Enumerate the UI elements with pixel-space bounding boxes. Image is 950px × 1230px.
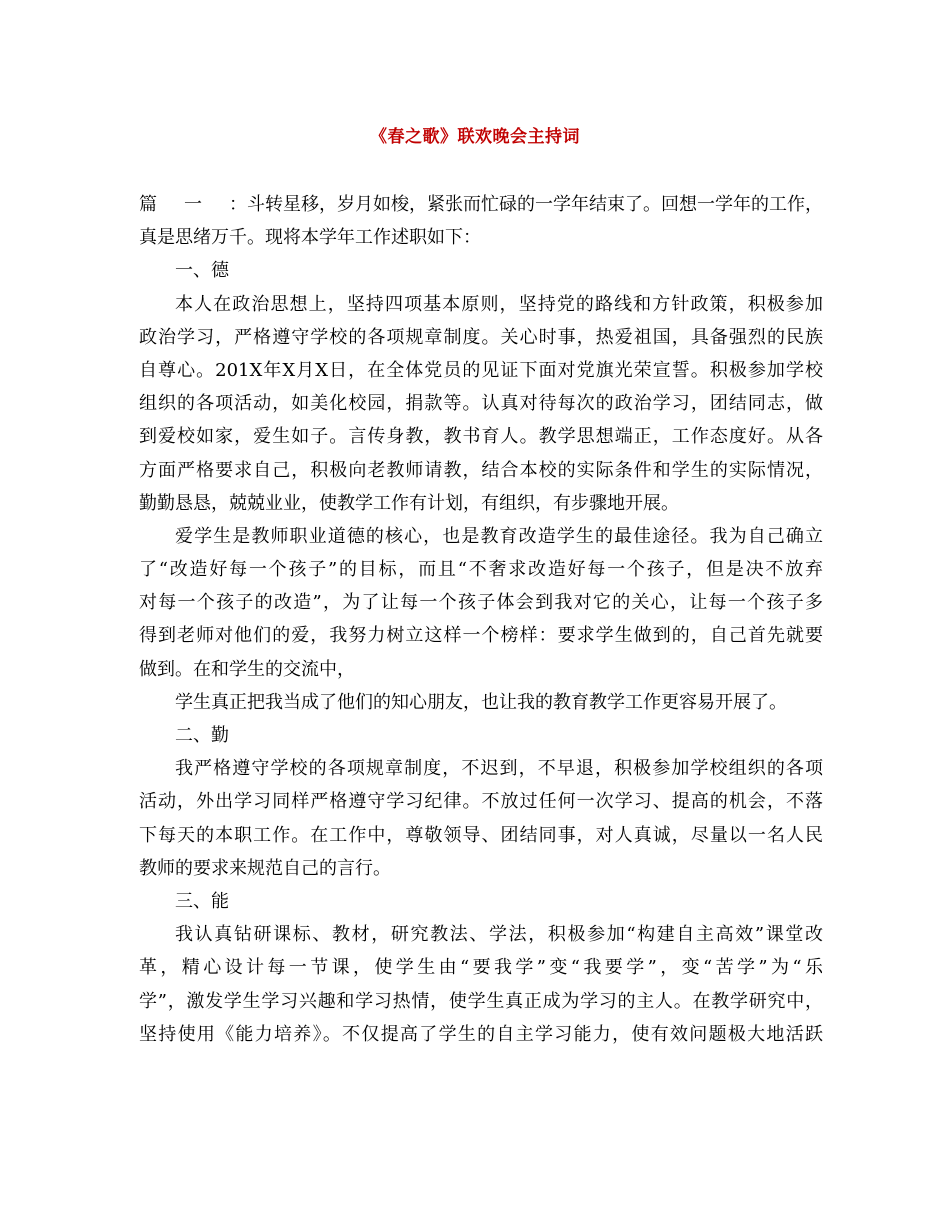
- section-heading: 一、德: [175, 260, 229, 282]
- paragraph-line: 爱学生是教师职业道德的核心，也是教育改造学生的最佳途径。我为自己确立: [175, 525, 823, 547]
- paragraph-line: 方面严格要求自己，积极向老教师请教，结合本校的实际条件和学生的实际情况，: [139, 459, 823, 481]
- paragraph-line: 教师的要求来规范自己的言行。: [139, 857, 391, 879]
- paragraph-line: 下每天的本职工作。在工作中，尊敬领导、团结同事，对人真诚，尽量以一名人民: [139, 824, 823, 846]
- paragraph-line: 自尊心。201X年X月X日，在全体党员的见证下面对党旗光荣宣誓。积极参加学校: [139, 359, 823, 381]
- paragraph-line: 坚持使用《能力培养》。不仅提高了学生的自主学习能力，使有效问题极大地活跃: [139, 1023, 823, 1045]
- paragraph-line: 学生真正把我当成了他们的知心朋友，也让我的教育教学工作更容易开展了。: [175, 691, 787, 713]
- paragraph-line: 对每一个孩子的改造”，为了让每一个孩子体会到我对它的关心，让每一个孩子多: [139, 592, 823, 614]
- paragraph-line: 本人在政治思想上，坚持四项基本原则，坚持党的路线和方针政策，积极参加: [175, 293, 823, 315]
- paragraph-line: 了“改造好每一个孩子”的目标，而且“不奢求改造好每一个孩子，但是决不放弃: [139, 559, 823, 581]
- section-label: 篇一：: [139, 194, 247, 215]
- document-body: [139, 188, 823, 1051]
- paragraph-line: 到爱校如家，爱生如子。言传身教，教书育人。教学思想端正，工作态度好。从各: [139, 426, 823, 448]
- document-title: 《春之歌》联欢晚会主持词: [370, 127, 580, 147]
- section-heading: 三、能: [175, 890, 229, 912]
- paragraph-line: 革，精心设计每一节课，使学生由“要我学”变“我要学”，变“苦学”为“乐: [139, 957, 823, 979]
- paragraph-line: 我认真钻研课标、教材，研究教法、学法，积极参加“构建自主高效”课堂改: [175, 924, 823, 946]
- paragraph-line: 学”，激发学生学习兴趣和学习热情，使学生真正成为学习的主人。在教学研究中，: [139, 990, 823, 1012]
- paragraph-line: 活动，外出学习同样严格遵守学习纪律。不放过任何一次学习、提高的机会，不落: [139, 791, 823, 813]
- paragraph-line: 得到老师对他们的爱，我努力树立这样一个榜样：要求学生做到的，自己首先就要: [139, 625, 823, 647]
- paragraph-line: 做到。在和学生的交流中，: [139, 658, 355, 680]
- paragraph-line: 真是思绪万千。现将本学年工作述职如下：: [139, 227, 481, 249]
- section-heading: 二、勤: [175, 725, 229, 746]
- paragraph-line: 篇一：斗转星移，岁月如梭，紧张而忙碌的一学年结束了。回想一学年的工作，: [139, 188, 823, 221]
- paragraph-line: 政治学习，严格遵守学校的各项规章制度。关心时事，热爱祖国，具备强烈的民族: [139, 326, 823, 348]
- paragraph-line: 我严格遵守学校的各项规章制度，不迟到，不早退，积极参加学校组织的各项: [175, 758, 823, 780]
- paragraph-line: 勤勤恳恳，兢兢业业，使教学工作有计划，有组织，有步骤地开展。: [139, 492, 679, 514]
- paragraph-line: 组织的各项活动，如美化校园，捐款等。认真对待每次的政治学习，团结同志，做: [139, 393, 823, 415]
